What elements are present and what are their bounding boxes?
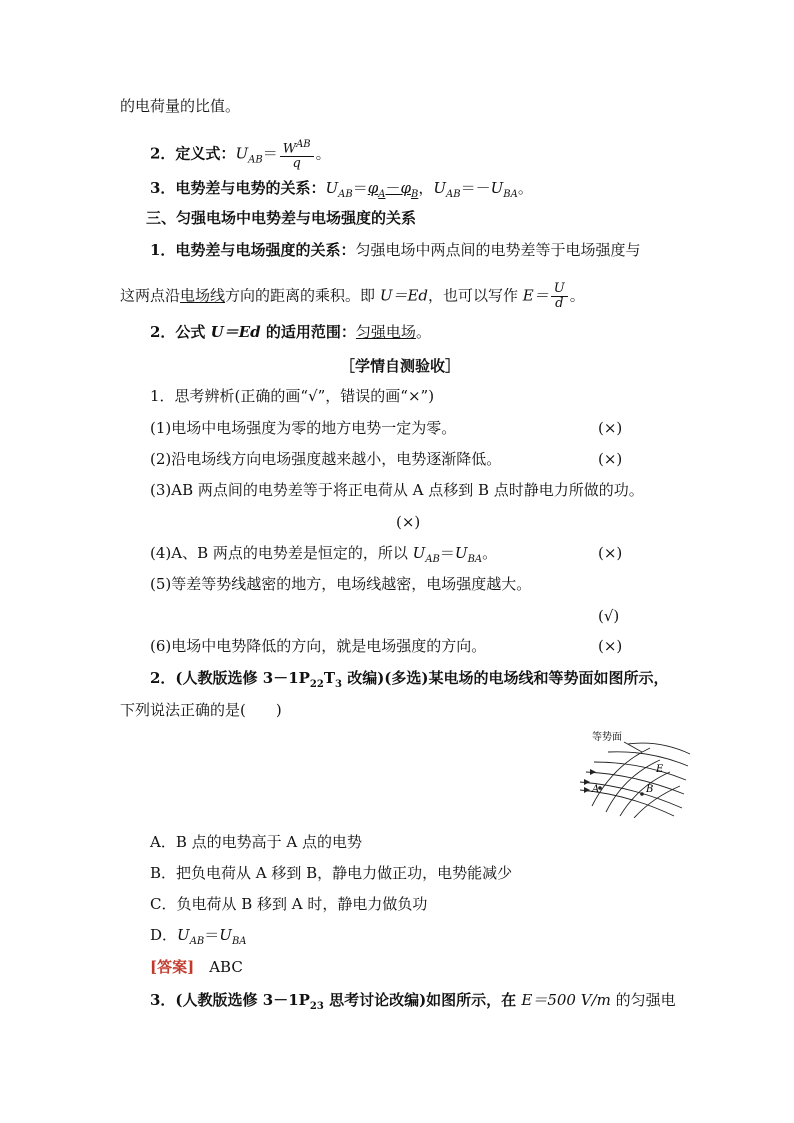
self-check-header: ［学情自测验收］ (340, 357, 461, 375)
e-label: E (656, 764, 664, 775)
b-label: B (646, 784, 654, 795)
s3-item2-line: 2．公式 U＝Ed 的适用范围：匀强电场。 (150, 323, 431, 341)
s3-item1-line1: 1．电势差与电场强度的关系：匀强电场中两点间的电势差等于电场强度与 (150, 241, 641, 259)
q3-title-line1: 3．(人教版选修 $3-1P_{23}$ 思考讨论改编)如图所示，在 E＝500 V/m 的匀强电 (150, 991, 676, 1012)
q2-title-line2: 下列说法正确的是( ) (120, 701, 282, 719)
field-fraction: $\frac{U}{d}$ (551, 282, 568, 311)
q1-item-2: (2)沿电场线方向电场强度越来越小，电势逐渐降低。 (150, 450, 502, 468)
q1-item-6-mark: (×) (598, 637, 623, 655)
q2-option-a: A．B 点的电势高于 A 点的电势 (150, 833, 362, 851)
surface-label: 等势面 (592, 732, 622, 743)
q1-item-6: (6)电场中电势降低的方向，就是电场强度的方向。 (150, 637, 487, 655)
field-line-6 (628, 743, 690, 754)
definition-fraction: $\frac{W^{AB}}{q}$ (280, 138, 314, 171)
s3-item1-line2: 这两点沿电场线方向的距离的乘积。即 U＝Ed，也可以写作 E＝ $\frac{U}{d}$ 。 (120, 281, 585, 311)
section-title: 三、匀强电场中电势差与电场强度的关系 (146, 209, 417, 227)
field-arrow-1 (584, 779, 590, 785)
q1-item-1: (1)电场中电场强度为零的地方电势一定为零。 (150, 419, 457, 437)
field-line-5 (608, 752, 688, 766)
q1-item-5-mark: (√) (598, 607, 620, 625)
q2-option-b: B．把负电荷从 A 移到 B，静电力做正功，电势能减少 (150, 864, 513, 882)
q2-option-c: C．负电荷从 B 移到 A 时，静电力做负功 (150, 895, 428, 913)
q1-title: 1．思考辨析(正确的画“√”，错误的画“×”) (150, 387, 435, 405)
q1-item-2-mark: (×) (598, 450, 623, 468)
q1-item-3-mark: (×) (396, 513, 421, 531)
q2-title-line1: 2．(人教版选修 $3-1P_{22}T_3$ 改编)(多选)某电场的电场线和等势面如图所示， (150, 669, 669, 690)
q1-item-4-mark: (×) (598, 544, 623, 562)
q1-item-5: (5)等差等势线越密的地方，电场线越密，电场强度越大。 (150, 575, 532, 593)
intro-tail-text: 的电荷量的比值。 (120, 97, 241, 115)
field-diagram (572, 728, 692, 818)
q2-option-d: D．$U_{AB}=U_{BA}$ (150, 926, 247, 947)
equipotential-arc-1 (592, 748, 650, 806)
definition-formula-line: 2．定义式：$U_{AB}=$ $\frac{W^{AB}}{q}$ 。 (150, 139, 331, 172)
q2-answer: [答案] ABC (150, 958, 243, 976)
q1-item-3: (3)AB 两点间的电势差等于将正电荷从 A 点移到 B 点时静电力所做的功。 (150, 481, 644, 499)
point-b (640, 792, 644, 796)
potential-relation-line: 3．电势差与电势的关系：$U_{AB}=\varphi_A-\varphi_B$，$U_{AB}=-U_{BA}$。 (150, 179, 533, 200)
field-arrow-2 (584, 787, 590, 793)
a-label: A (592, 784, 600, 795)
q1-item-4: (4)A、B 两点的电势差是恒定的，所以 $U_{AB}=U_{BA}$。 (150, 544, 498, 565)
field-arrow-3 (590, 769, 596, 775)
q1-item-1-mark: (×) (598, 419, 623, 437)
